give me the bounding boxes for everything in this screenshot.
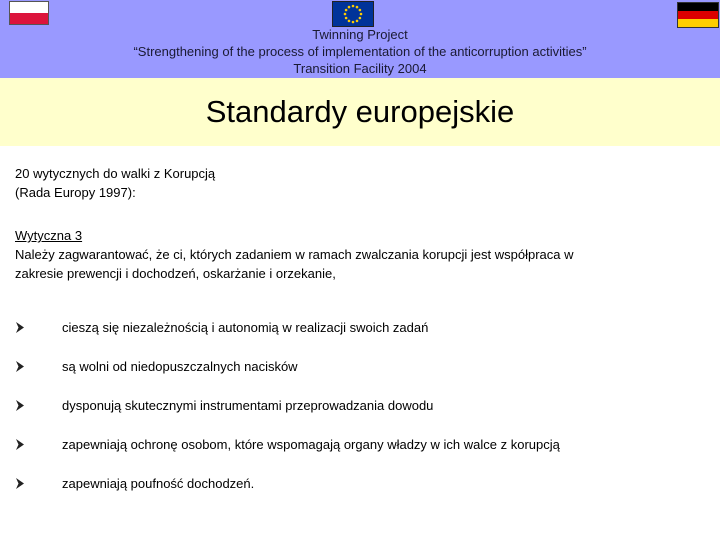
guideline-heading: Wytyczna 3 [15, 228, 83, 243]
intro-line-1: 20 wytycznych do walki z Korupcją [15, 166, 216, 181]
intro-line-2: (Rada Europy 1997): [15, 185, 136, 200]
bullet-text: dysponują skutecznymi instrumentami przeprowadzania dowodu [62, 398, 434, 413]
arrow-bullet-icon [15, 474, 27, 493]
bullet-text: zapewniają poufność dochodzeń. [62, 476, 255, 491]
eu-flag-icon [332, 1, 374, 27]
bullet-text: zapewniają ochronę osobom, które wspomagają organy władzy w ich walce z korupcją [62, 437, 560, 452]
bullet-text: cieszą się niezależnością i autonomią w realizacji swoich zadań [62, 320, 429, 335]
arrow-bullet-icon [15, 435, 27, 454]
project-subtitle: “Strengthening of the process of implementation of the anticorruption activities” [133, 44, 587, 59]
list-item [15, 435, 705, 474]
guideline-block [15, 226, 705, 283]
arrow-bullet-icon [15, 318, 27, 337]
guideline-line-1: Należy zagwarantować, że ci, których zadaniem w ramach zwalczania korupcji jest współpraca w [15, 247, 574, 262]
project-header [0, 26, 720, 77]
guideline-line-2: zakresie prewencji i dochodzeń, oskarżanie i orzekanie, [15, 266, 336, 281]
germany-flag-icon [677, 2, 719, 28]
header-band [0, 0, 720, 78]
list-item [15, 357, 705, 396]
bullet-list [15, 318, 705, 513]
project-facility: Transition Facility 2004 [293, 61, 427, 76]
poland-flag-icon [9, 1, 49, 25]
project-name: Twinning Project [312, 27, 408, 42]
list-item [15, 474, 705, 513]
content-area [15, 164, 705, 281]
arrow-bullet-icon [15, 357, 27, 376]
bullet-text: są wolni od niedopuszczalnych nacisków [62, 359, 298, 374]
list-item [15, 318, 705, 357]
list-item [15, 396, 705, 435]
arrow-bullet-icon [15, 396, 27, 415]
page-title: Standardy europejskie [205, 94, 515, 129]
